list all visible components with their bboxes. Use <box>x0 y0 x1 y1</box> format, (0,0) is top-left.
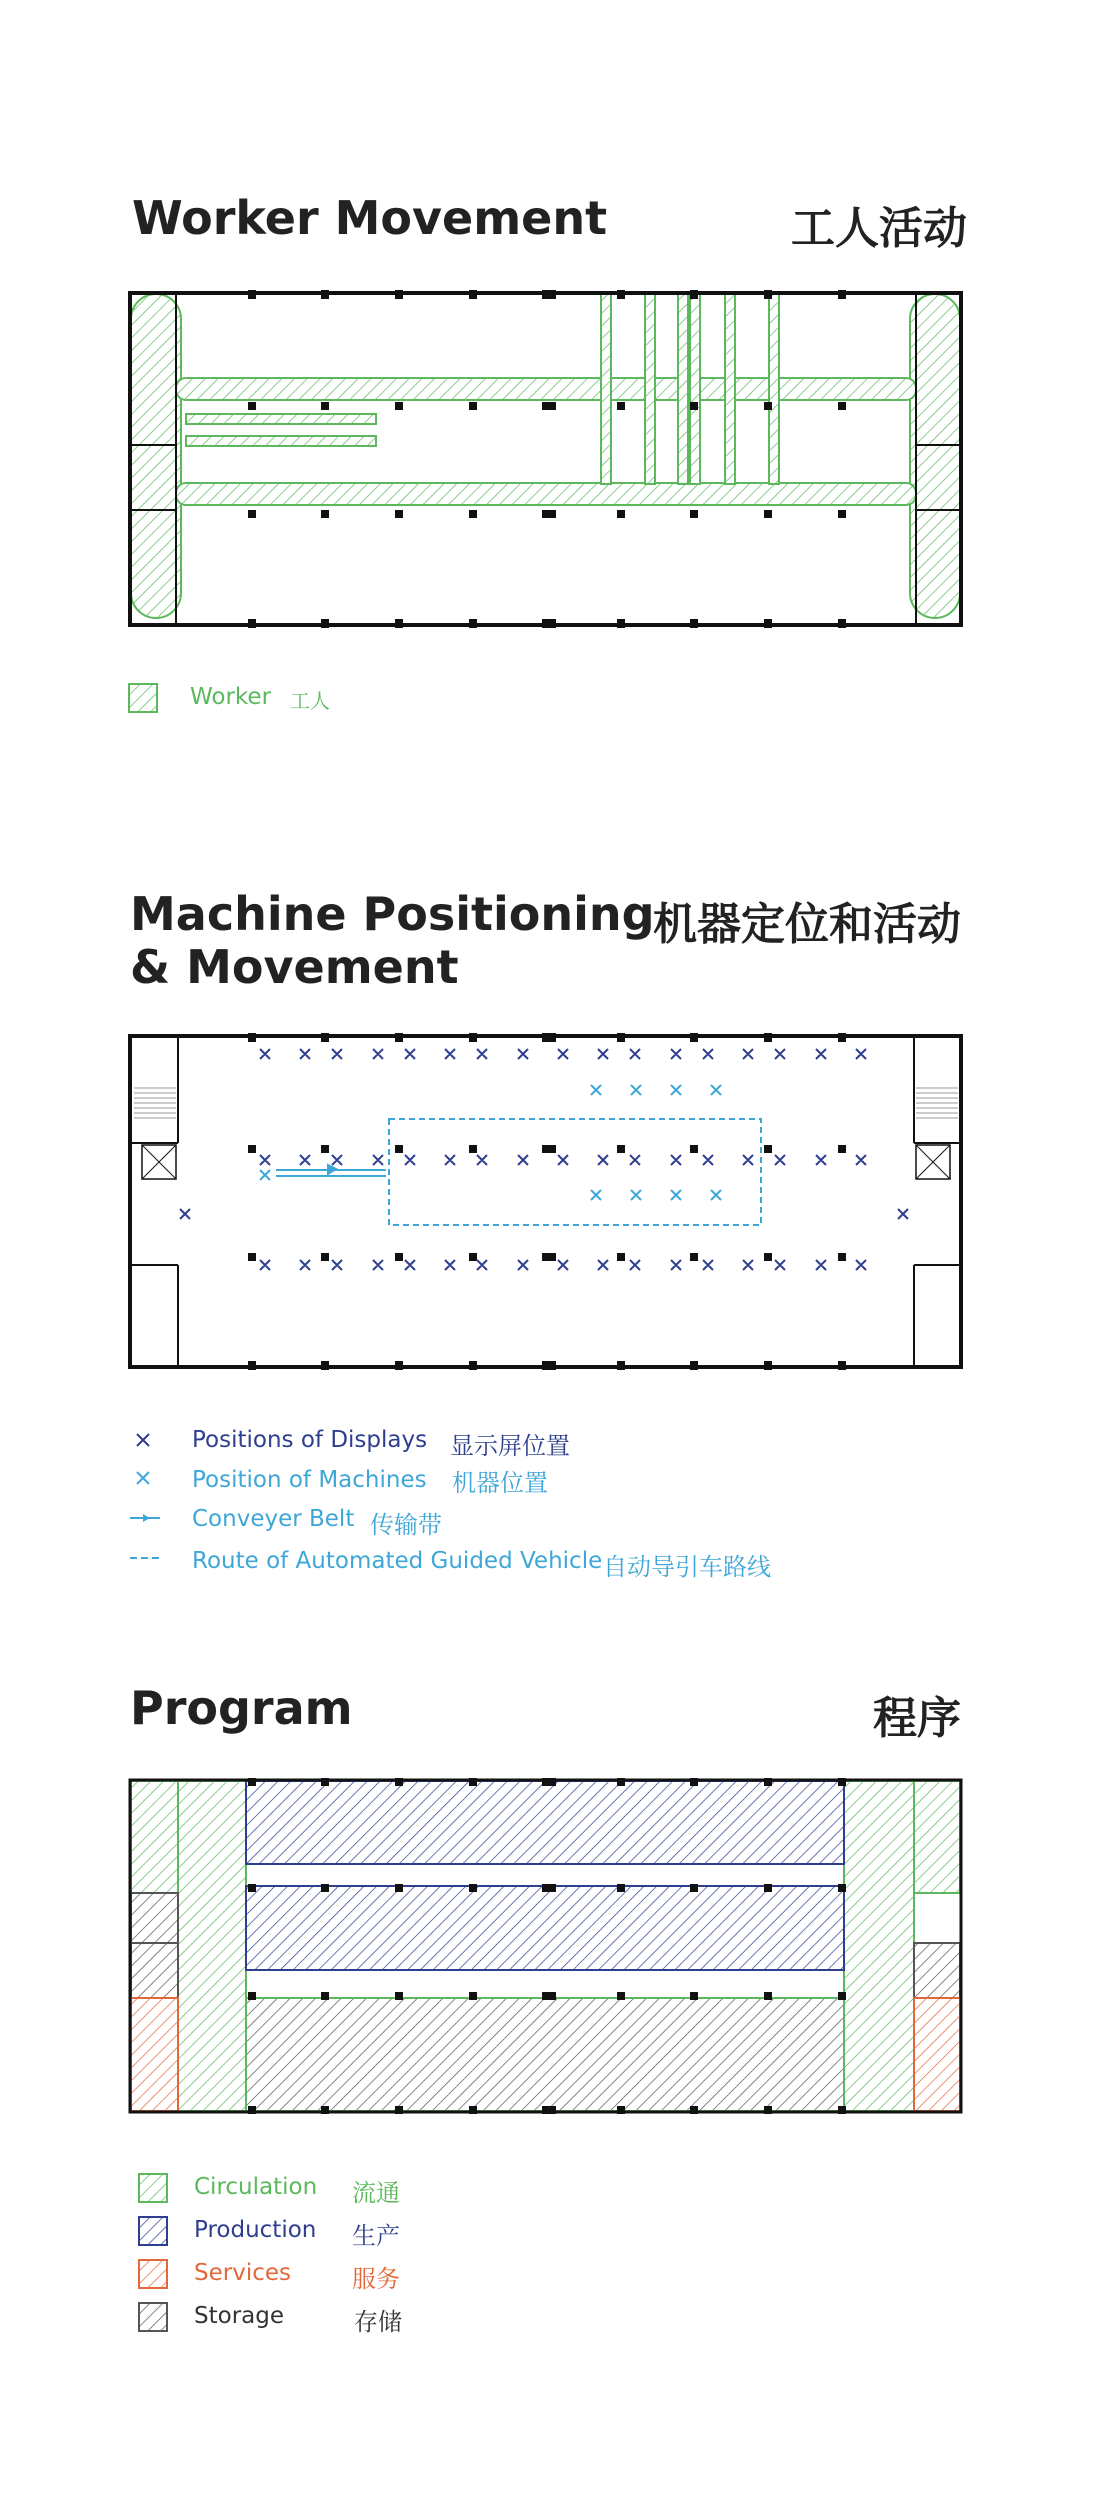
machine-legend <box>128 1425 828 1600</box>
machine-section-title-cn: 机器定位和活动 <box>653 899 961 950</box>
program-plan <box>128 1778 963 2114</box>
machine-positions <box>260 1085 721 1200</box>
structural-columns <box>248 290 846 628</box>
legend-displays-label: Positions of Displays <box>192 1427 428 1453</box>
structural-columns <box>248 1033 846 1370</box>
legend-storage-label: Storage <box>194 2303 284 2329</box>
worker-section-title-cn: 工人活动 <box>791 203 967 254</box>
legend-machines-label-cn: 机器位置 <box>452 1469 548 1497</box>
x-machine-icon <box>128 1463 158 1493</box>
legend-conveyor-label-cn: 传输带 <box>370 1511 442 1539</box>
dashed-route-icon <box>128 1546 162 1576</box>
worker-legend <box>128 683 528 723</box>
display-positions <box>180 1049 908 1270</box>
x-display-icon <box>128 1425 158 1455</box>
legend-production-label-cn: 生产 <box>352 2222 400 2250</box>
worker-paths <box>131 294 960 618</box>
building-walls <box>130 293 961 625</box>
machine-title-line1: Machine Positioning <box>130 887 655 941</box>
production-zones <box>246 1781 844 1970</box>
program-legend <box>138 2173 538 2343</box>
machine-section-title <box>130 888 655 994</box>
legend-worker-label: Worker <box>190 684 272 710</box>
worker-hatch-icon <box>128 683 158 713</box>
legend-displays-label-cn: 显示屏位置 <box>450 1432 570 1460</box>
machine-positioning-plan <box>128 1033 963 1373</box>
legend-services-label: Services <box>194 2260 291 2286</box>
machine-title-line2: & Movement <box>130 939 459 994</box>
stair-hatching <box>134 1088 958 1118</box>
services-hatch-icon <box>138 2259 168 2289</box>
legend-circulation-label-cn: 流通 <box>352 2179 400 2207</box>
legend-production-label: Production <box>194 2217 317 2243</box>
program-section-title-cn: 程序 <box>873 1693 961 1744</box>
program-section-title: Program <box>130 1681 353 1735</box>
conveyor-belt <box>276 1165 386 1176</box>
production-hatch-icon <box>138 2216 168 2246</box>
legend-agv-label-cn: 自动导引车路线 <box>603 1553 771 1581</box>
legend-agv-label: Route of Automated Guided Vehicle <box>192 1548 603 1574</box>
legend-conveyor-label: Conveyer Belt <box>192 1506 355 1532</box>
agv-route <box>389 1119 761 1225</box>
storage-hatch-icon <box>138 2302 168 2332</box>
legend-storage-label-cn: 存储 <box>354 2308 402 2336</box>
worker-movement-plan <box>128 290 963 630</box>
building-walls <box>130 1036 961 1367</box>
legend-services-label-cn: 服务 <box>352 2265 400 2293</box>
circulation-hatch-icon <box>138 2173 168 2203</box>
legend-worker-label-cn: 工人 <box>290 689 330 713</box>
legend-circulation-label: Circulation <box>194 2174 318 2200</box>
legend-machines-label: Position of Machines <box>192 1467 427 1493</box>
conveyor-arrow-icon <box>128 1504 162 1534</box>
worker-section-title: Worker Movement <box>132 191 608 245</box>
